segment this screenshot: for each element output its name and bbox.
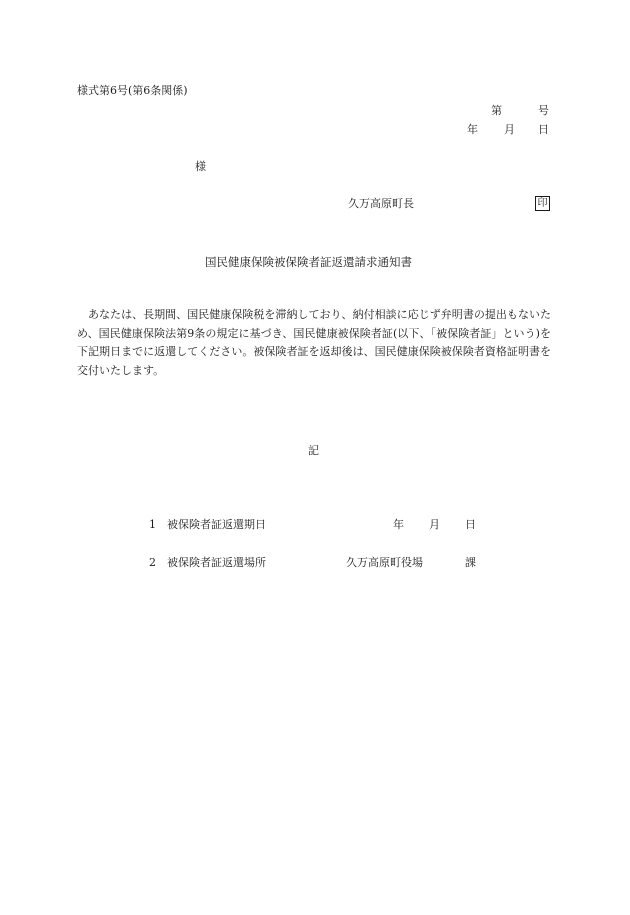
date-year-label: 年 (467, 123, 478, 136)
form-number: 様式第6号(第6条関係) (77, 84, 188, 97)
return-date-day: 日 (465, 518, 476, 531)
ki-heading: 記 (308, 444, 319, 457)
seal-stamp: 印 (535, 196, 550, 211)
return-date-year: 年 (393, 518, 404, 531)
doc-number-prefix: 第 (491, 104, 502, 117)
document-title: 国民健康保険被保険者証返還請求通知書 (205, 255, 412, 269)
return-place: 久万高原町役場 (346, 556, 423, 569)
return-section: 課 (465, 556, 476, 569)
recipient-honorific: 様 (195, 160, 206, 173)
date-day-label: 日 (538, 123, 549, 136)
item-label: 被保険者証返還期日 (167, 518, 266, 531)
item-label: 被保険者証返還場所 (167, 556, 266, 569)
date-month-label: 月 (504, 123, 515, 136)
doc-number-suffix: 号 (538, 104, 549, 117)
return-date-month: 月 (429, 518, 440, 531)
item-number: 2 (149, 556, 156, 569)
item-number: 1 (149, 518, 156, 531)
notice-body: あなたは、長期間、国民健康保険税を滞納しており、納付相談に応じず弁明書の提出もないため、国民健康保険法第9条の規定に基づき、国民健康被保険者証(以下、「被保険者証」という)を下記期日までに返還してください。被保険者証を返却後は、国民健康保険被保険者資格証明書を交付いたします。 (77, 308, 551, 377)
issuer-name: 久万高原町長 (348, 197, 414, 210)
